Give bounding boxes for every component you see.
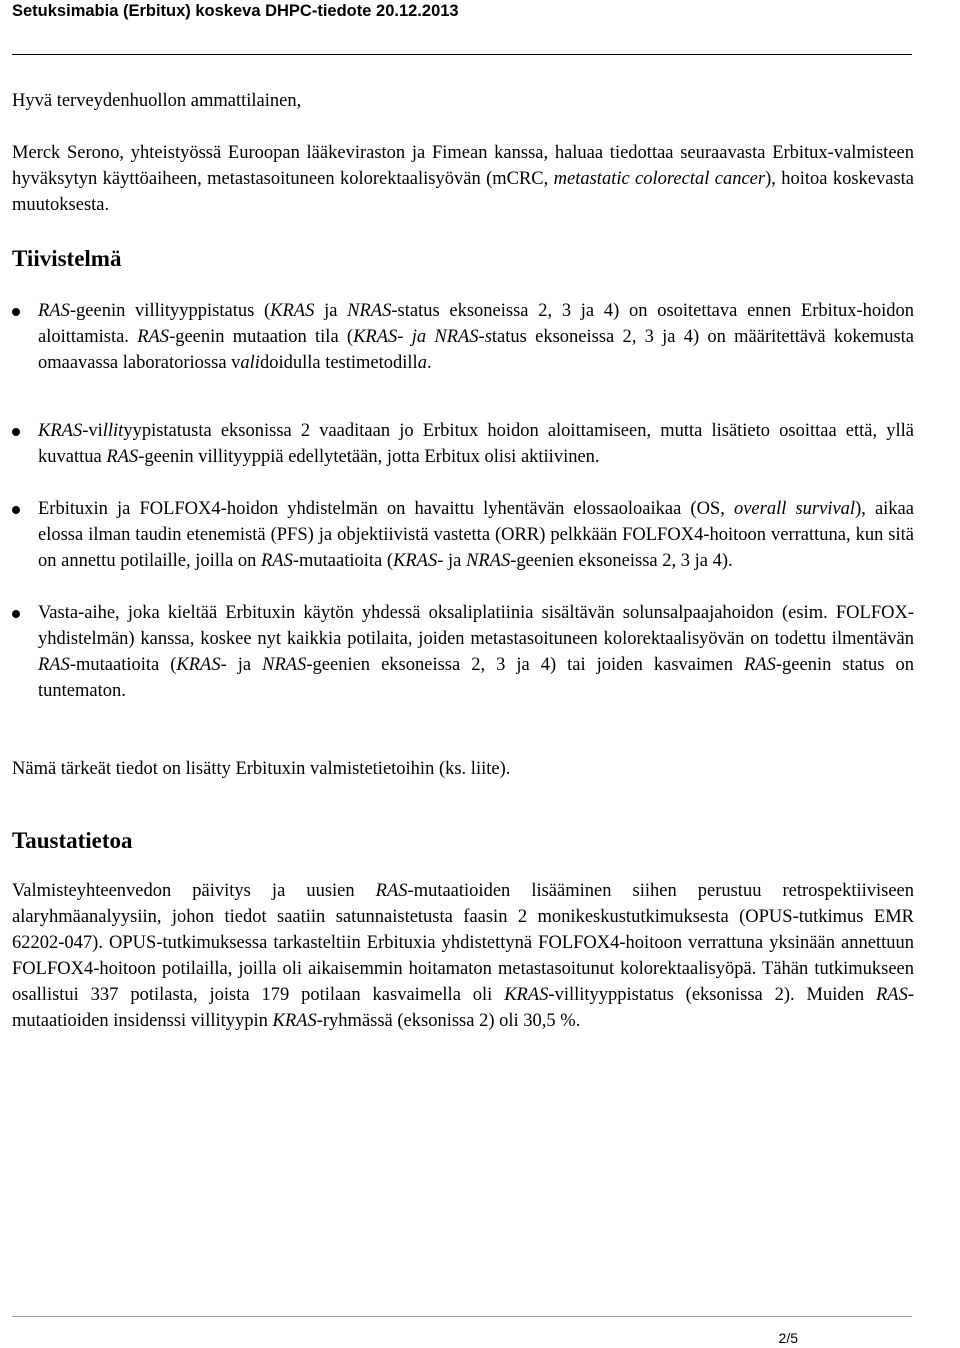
summary-bullet-2: KRAS-villityypistatusta eksonissa 2 vaaditaan jo Erbitux hoidon aloittamiseen, mutta lisätieto osoittaa että, yllä kuvattua RAS-geenin villityyppiä edellytetään, jotta Erbitux olisi aktiivinen. xyxy=(12,418,914,470)
greeting: Hyvä terveydenhuollon ammattilainen, xyxy=(12,91,302,111)
background-heading: Taustatietoa xyxy=(12,828,133,853)
summary-list xyxy=(12,298,914,704)
footer-rule xyxy=(12,1316,912,1317)
header-title: Setuksimabia (Erbitux) koskeva DHPC-tiedote 20.12.2013 xyxy=(12,2,459,20)
bullet-icon xyxy=(12,428,20,436)
header-rule xyxy=(12,54,912,55)
intro-paragraph: Merck Serono, yhteistyössä Euroopan lääkeviraston ja Fimean kanssa, haluaa tiedottaa seuraavasta Erbitux-valmisteen hyväksytyn käyttöaiheen, metastasoituneen kolorektaalisyövän (mCRC, metastatic colorectal cancer), hoitoa koskevasta muutoksesta. xyxy=(12,143,914,215)
bullet-icon xyxy=(12,610,20,618)
summary-bullet-1: RAS-geenin villityyppistatus (KRAS ja NRAS-status eksoneissa 2, 3 ja 4) on osoitettava ennen Erbitux-hoidon aloittamista. RAS-geenin mutaation tila (KRAS- ja NRAS-status eksoneissa 2, 3 ja 4) on määritettävä kokemusta omaavassa laboratoriossa validoidulla testimetodilla. xyxy=(12,298,914,376)
note-paragraph: Nämä tärkeät tiedot on lisätty Erbituxin valmistetietoihin (ks. liite). xyxy=(12,759,511,779)
summary-heading: Tiivistelmä xyxy=(12,246,122,271)
document-header xyxy=(12,0,459,22)
background-paragraph: Valmisteyhteenvedon päivitys ja uusien RAS-mutaatioiden lisääminen siihen perustuu retrospektiiviseen alaryhmäanalyysiin, johon tiedot saatiin satunnaistetusta faasin 2 monikeskustutkimuksesta (OPUS-tutkimus EMR 62202-047). OPUS-tutkimuksessa tarkasteltiin Erbituxia yhdistettynä FOLFOX4-hoitoon verrattuna yksinään annettuun FOLFOX4-hoitoon potilailla, joilla oli aikaisemmin hoitamaton metastasoitunut kolorektaalisyöpä. Tähän tutkimukseen osallistui 337 potilasta, joista 179 potilaan kasvaimella oli KRAS-villityyppistatus (eksonissa 2). Muiden RAS-mutaatioiden insidenssi villityypin KRAS-ryhmässä (eksonissa 2) oli 30,5 %. xyxy=(12,881,914,1031)
summary-bullet-4: Vasta-aihe, joka kieltää Erbituxin käytön yhdessä oksaliplatiinia sisältävän solunsalpaajahoidon (esim. FOLFOX-yhdistelmän) kanssa, koskee nyt kaikkia potilaita, joiden metastasoituneen kolorektaalisyövän on todettu ilmentävän RAS-mutaatioita (KRAS- ja NRAS-geenien eksoneissa 2, 3 ja 4) tai joiden kasvaimen RAS-geenin status on tuntematon. xyxy=(12,600,914,704)
bullet-icon xyxy=(12,308,20,316)
page-number: 2/5 xyxy=(778,1330,798,1346)
document-body xyxy=(12,88,914,1034)
bullet-icon xyxy=(12,506,20,514)
summary-bullet-3: Erbituxin ja FOLFOX4-hoidon yhdistelmän on havaittu lyhentävän elossaoloaikaa (OS, overall survival), aikaa elossa ilman taudin etenemistä (PFS) ja objektiivistä vastetta (ORR) pelkkään FOLFOX4-hoitoon verrattuna, kun sitä on annettu potilaille, joilla on RAS-mutaatioita (KRAS- ja NRAS-geenien eksoneissa 2, 3 ja 4). xyxy=(12,496,914,574)
